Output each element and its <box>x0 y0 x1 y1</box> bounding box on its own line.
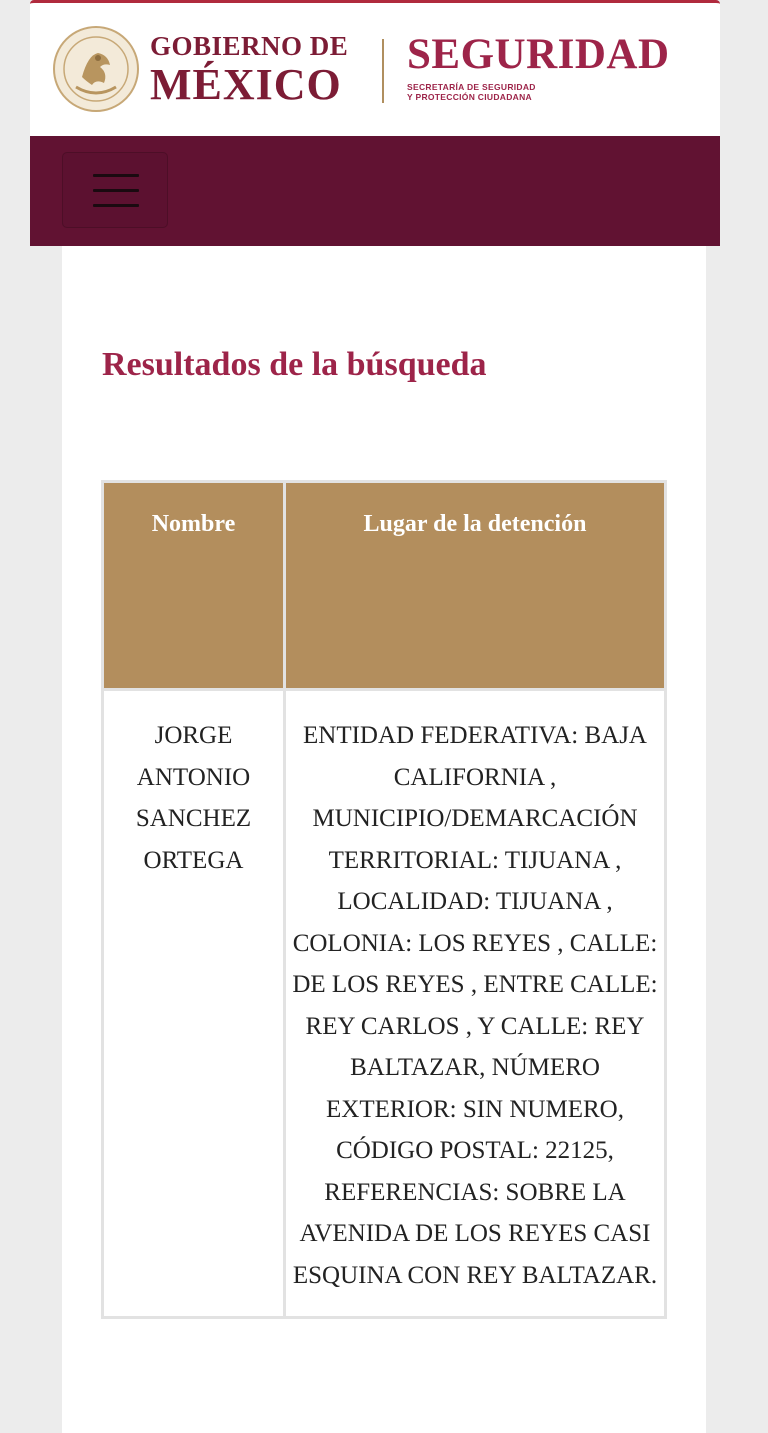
national-seal-icon <box>52 25 140 113</box>
seguridad-subtitle-1: SECRETARÍA DE SEGURIDAD <box>407 82 536 92</box>
seguridad-subtitle-2: Y PROTECCIÓN CIUDADANA <box>407 91 532 102</box>
nav-bar <box>30 136 720 246</box>
table-row <box>103 690 666 1318</box>
column-header-lugar: Lugar de la detención <box>285 482 666 690</box>
cell-lugar: ENTIDAD FEDERATIVA: BAJA CALIFORNIA , MUNICIPIO/DEMARCACIÓN TERRITORIAL: TIJUANA , LOCALIDAD: TIJUANA , COLONIA: LOS REYES , CALLE: DE LOS REYES , ENTRE CALLE: REY CARLOS , Y CALLE: REY BALTAZAR, NÚMERO EXTERIOR: SIN NUMERO, CÓDIGO POSTAL: 22125, REFERENCIAS: SOBRE LA AVENIDA DE LOS REYES CASI ESQUINA CON REY BALTAZAR. <box>285 690 666 1318</box>
table-header-row <box>103 482 666 690</box>
seguridad-logo[interactable] <box>407 33 670 103</box>
logo-line-gobierno: GOBIERNO DE <box>150 31 349 61</box>
site-header <box>30 0 720 136</box>
seguridad-title: SEGURIDAD <box>407 31 670 78</box>
gobierno-de-mexico-logo[interactable] <box>150 33 348 107</box>
logo-line-mexico: MÉXICO <box>150 60 342 109</box>
page-title: Resultados de la búsqueda <box>102 346 487 383</box>
main-content <box>62 246 706 1433</box>
logo-divider <box>382 39 384 103</box>
hamburger-menu-icon[interactable] <box>62 152 168 228</box>
cell-nombre: JORGE ANTONIO SANCHEZ ORTEGA <box>103 690 285 1318</box>
column-header-nombre: Nombre <box>103 482 285 690</box>
results-table <box>101 480 667 1319</box>
